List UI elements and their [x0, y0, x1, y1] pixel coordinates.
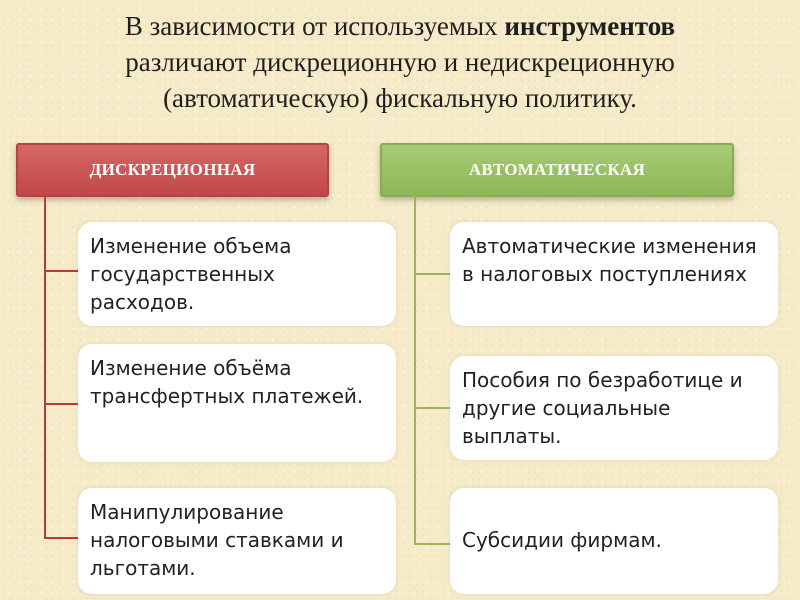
title-part-2: различают дискреционную и недискреционную (автоматическую) фискальную политику. — [125, 47, 675, 113]
automatic-item-2: Пособия по безработице и другие социальные выплаты. — [450, 356, 778, 460]
left-connector-2 — [44, 403, 80, 405]
discretionary-header: ДИСКРЕЦИОННАЯ — [16, 143, 329, 197]
left-connector-3 — [44, 537, 80, 539]
left-connector-trunk — [44, 195, 46, 538]
title-bold-word: инструментов — [504, 11, 676, 41]
title-part-1: В зависимости от используемых — [124, 11, 505, 41]
automatic-item-1: Автоматические изменения в налоговых поступлениях — [450, 222, 778, 326]
page-title — [20, 8, 780, 116]
discretionary-item-1: Изменение объема государственных расходов. — [78, 222, 396, 326]
right-connector-1 — [414, 273, 452, 275]
discretionary-item-3: Манипулирование налоговыми ставками и льготами. — [78, 488, 396, 594]
right-connector-trunk — [414, 195, 416, 545]
automatic-item-3: Субсидии фирмам. — [450, 488, 778, 594]
automatic-header: АВТОМАТИЧЕСКАЯ — [380, 143, 734, 197]
right-connector-3 — [414, 543, 452, 545]
left-connector-1 — [44, 270, 80, 272]
right-connector-2 — [414, 407, 452, 409]
discretionary-item-2: Изменение объёма трансфертных платежей. — [78, 344, 396, 462]
